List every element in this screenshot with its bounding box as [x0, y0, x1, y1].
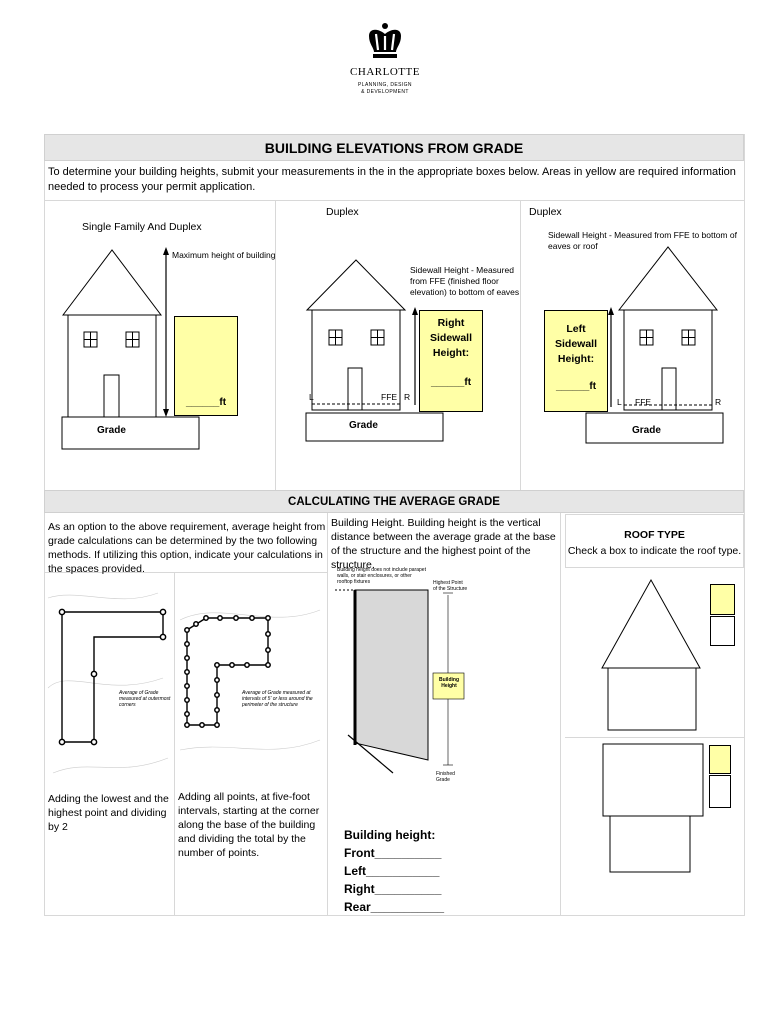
- corner-points-diagram: [48, 588, 172, 778]
- interval-points-label: Average of Grade measured at intervals of 5' or less around the perimeter of the structure: [242, 690, 313, 708]
- FFE-label-3: FFE: [635, 397, 652, 407]
- crown-logo-icon: [366, 22, 404, 62]
- logo-subtitle: PLANNING, DESIGN: [358, 82, 412, 88]
- page-title: BUILDING ELEVATIONS FROM GRADE: [44, 134, 744, 161]
- method2-text: Adding all points, at five-foot intervals, starting at the corner along the base of the building and dividing the total by the number of points.: [178, 791, 320, 859]
- left-sidewall-ft: ______ft: [556, 381, 597, 392]
- gable-roof-checkbox[interactable]: [710, 584, 735, 615]
- building-height-diagram-label: Building Height: [439, 677, 459, 689]
- roof-type-instruction: Check a box to indicate the roof type.: [567, 545, 742, 557]
- logo-name: CHARLOTTE: [350, 66, 420, 78]
- method1-text: Adding the lowest and the highest point and dividing by 2: [48, 793, 169, 833]
- right-sidewall-label: Right Sidewall Height:: [429, 317, 472, 359]
- building-height-title: Building height:: [344, 828, 436, 842]
- gable-roof-checkbox-2[interactable]: [710, 616, 735, 646]
- highest-point-label: Highest Point of the Structure: [433, 580, 468, 592]
- right-sidewall-note: Sidewall Height - Measured from FFE (finished floor elevation) to bottom of eaves: [410, 265, 520, 297]
- corner-points-label: Average of Grade measured at outermost corners: [119, 690, 171, 708]
- left-sidewall-note: Sidewall Height - Measured from FFE to bottom of eaves or roof: [548, 230, 737, 251]
- rear-height-field[interactable]: Rear___________: [344, 900, 445, 914]
- intro-text: To determine your building heights, submit your measurements in the in the appropriate boxes below. Areas in yellow are required information needed to process your permit application.: [48, 166, 736, 193]
- flat-roof-checkbox-2[interactable]: [709, 775, 731, 808]
- grade-label-1: Grade: [97, 425, 126, 436]
- R-label-3: R: [715, 397, 722, 407]
- R-label-2: R: [404, 392, 411, 402]
- flat-roof-checkbox[interactable]: [709, 745, 731, 774]
- interval-points-diagram: [180, 600, 325, 760]
- max-height-ft: ______ft: [186, 397, 227, 408]
- grade-label-3: Grade: [632, 425, 661, 436]
- panel2-caption: Duplex: [326, 206, 359, 218]
- FFE-label-2: FFE: [381, 392, 398, 402]
- building-height-intro: Building Height. Building height is the vertical distance between the average grade at the base of the structure and the highest point of the structure.: [331, 517, 556, 571]
- left-height-field[interactable]: Left___________: [344, 864, 440, 878]
- front-height-field[interactable]: Front__________: [344, 846, 442, 860]
- parapet-note: Building height does not include parapet walls, or stair enclosures, or other rooftop fixtures: [337, 567, 426, 585]
- L-label-3: L: [617, 397, 622, 407]
- max-height-label: Maximum height of building: [172, 250, 276, 260]
- grade-label-2: Grade: [349, 420, 378, 431]
- average-grade-title: CALCULATING THE AVERAGE GRADE: [44, 490, 744, 513]
- right-height-field[interactable]: Right__________: [344, 882, 442, 896]
- average-grade-intro: As an option to the above requirement, average height from grade calculations can be determined by the two following methods. If utilizing this option, indicate your calculations in the spaces provided.: [48, 521, 326, 575]
- finished-grade-label: Finished Grade: [436, 771, 455, 783]
- L-label-2: L: [309, 392, 314, 402]
- right-sidewall-ft: ______ft: [431, 377, 472, 388]
- logo-subtitle-2: & DEVELOPMENT: [361, 89, 409, 95]
- roof-type-title: ROOF TYPE: [624, 529, 685, 541]
- gable-roof-diagram: [600, 578, 710, 733]
- panel3-caption: Duplex: [529, 206, 562, 218]
- left-sidewall-label: Left Sidewall Height:: [554, 323, 597, 365]
- panel1-caption: Single Family And Duplex: [82, 221, 202, 233]
- flat-roof-diagram: [602, 743, 707, 875]
